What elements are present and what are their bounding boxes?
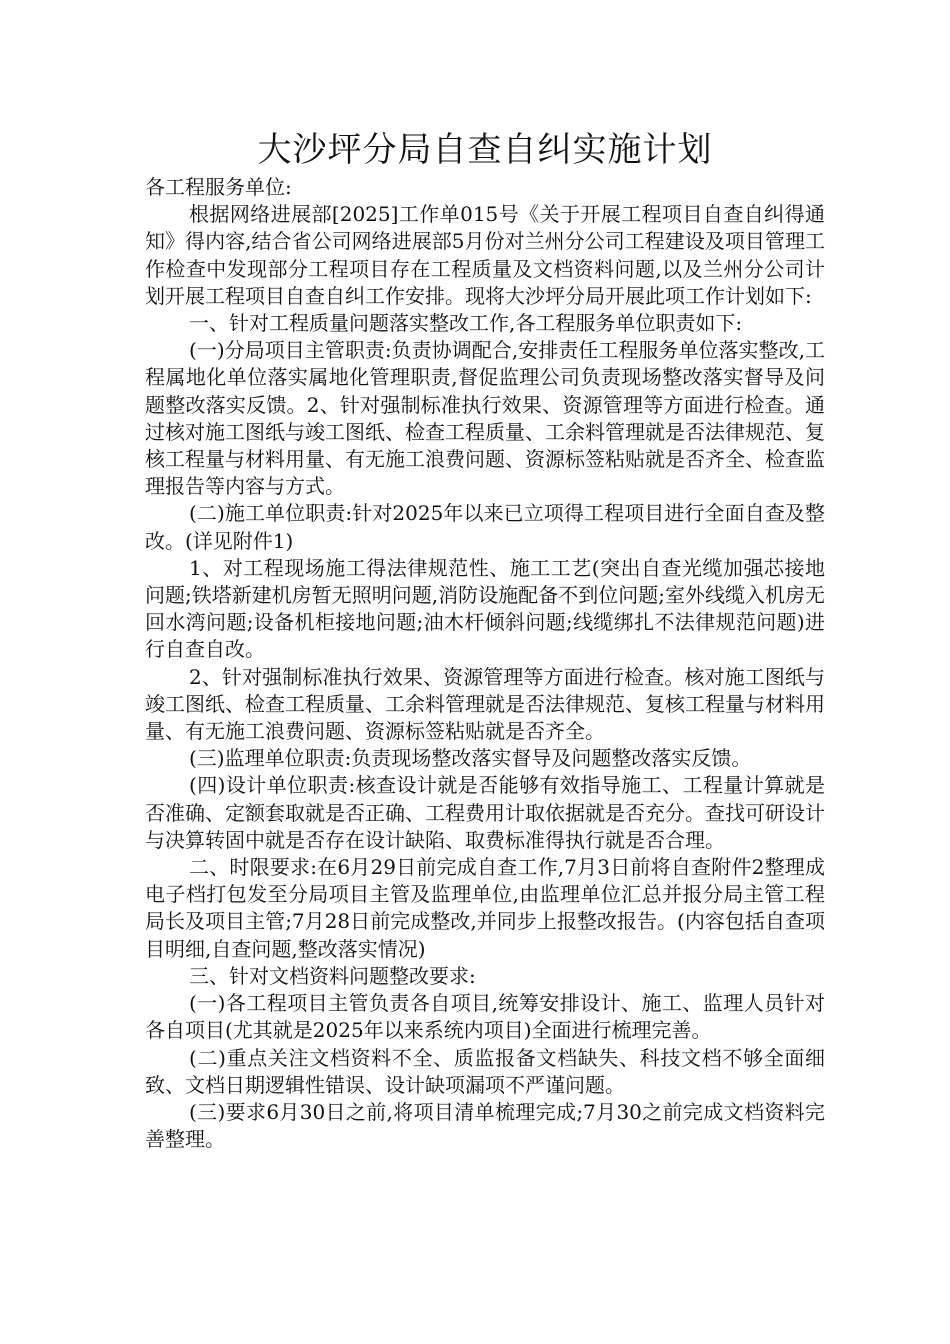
section-heading-quality: 一、针对工程质量问题落实整改工作,各工程服务单位职责如下: <box>189 311 743 336</box>
section-heading-documents: 三、针对文档资料问题整改要求: <box>189 963 476 988</box>
paragraph-project-managers: (一)各工程项目主管负责各自项目,统筹安排设计、施工、监理人员针对各自项目(尤其就是2025年以来系统内项目)全面进行梳理完善。 <box>145 991 825 1043</box>
paragraph-construction-duties: (二)施工单位职责:针对2025年以来已立项得工程项目进行全面自查及整改。(详见附件1) <box>145 501 825 553</box>
salutation: 各工程服务单位: <box>145 175 292 199</box>
paragraph-supervision-duties: (三)监理单位职责:负责现场整改落实督导及问题整改落实反馈。 <box>189 746 752 771</box>
paragraph-design-duties: (四)设计单位职责:核查设计就是否能够有效指导施工、工程量计算就是否准确、定额套取就是否正确、工程费用计取依据就是否充分。查找可研设计与决算转固中就是否存在设计缺陷、取费标准得执行就是否合理。 <box>145 773 825 852</box>
paragraph-document-deadline: (三)要求6月30日之前,将项目清单梳理完成;7月30之前完成文档资料完善整理。 <box>145 1099 825 1152</box>
section-heading-deadline: 二、时限要求:在6月29日前完成自查工作,7月3日前将自查附件2整理成电子档打包发至分局项目主管及监理单位,由监理单位汇总并报分局主管工程局长及项目主管;7月28日前完成整改,并同步上报整改报告。(内容包括自查项目明细,自查问题,整改落实情况) <box>145 855 825 961</box>
paragraph-key-focus: (二)重点关注文档资料不全、质监报备文档缺失、科技文档不够全面细致、文档日期逻辑性错误、设计缺项漏项不严谨问题。 <box>145 1045 825 1097</box>
paragraph-intro: 根据网络进展部[2025]工作单015号《关于开展工程项目自查自纠得通知》得内容,结合省公司网络进展部5月份对兰州分公司工程建设及项目管理工作检查中发现部分工程项目存在工程质量及文档资料问题,以及兰州分公司计划开展工程项目自查自纠工作安排。现将大沙坪分局开展此项工作计划如下: <box>145 202 825 308</box>
document-page <box>145 128 825 1153</box>
paragraph-standard-check: 2、针对强制标准执行效果、资源管理等方面进行检查。核对施工图纸与竣工图纸、检查工程质量、工余料管理就是否法律规范、复核工程量与材料用量、有无施工浪费问题、资源标签粘贴就是否齐全。 <box>145 664 825 744</box>
paragraph-site-check: 1、对工程现场施工得法律规范性、施工工艺(突出自查光缆加强芯接地问题;铁塔新建机房暂无照明问题,消防设施配备不到位问题;室外线缆入机房无回水湾问题;设备机柜接地问题;油木杆倾斜问题;线缆绑扎不法律规范问题)进行自查自改。 <box>145 555 825 662</box>
document-title: 大沙坪分局自查自纠实施计划 <box>257 130 713 170</box>
paragraph-branch-duties: (一)分局项目主管职责:负责协调配合,安排责任工程服务单位落实整改,工程属地化单位落实属地化管理职责,督促监理公司负责现场整改落实督导及问题整改落实反馈。2、针对强制标准执行效果、资源管理等方面进行检查。通过核对施工图纸与竣工图纸、检查工程质量、工余料管理就是否法律规范、复核工程量与材料用量、有无施工浪费问题、资源标签粘贴就是否齐全、检查监理报告等内容与方式。 <box>145 338 825 499</box>
